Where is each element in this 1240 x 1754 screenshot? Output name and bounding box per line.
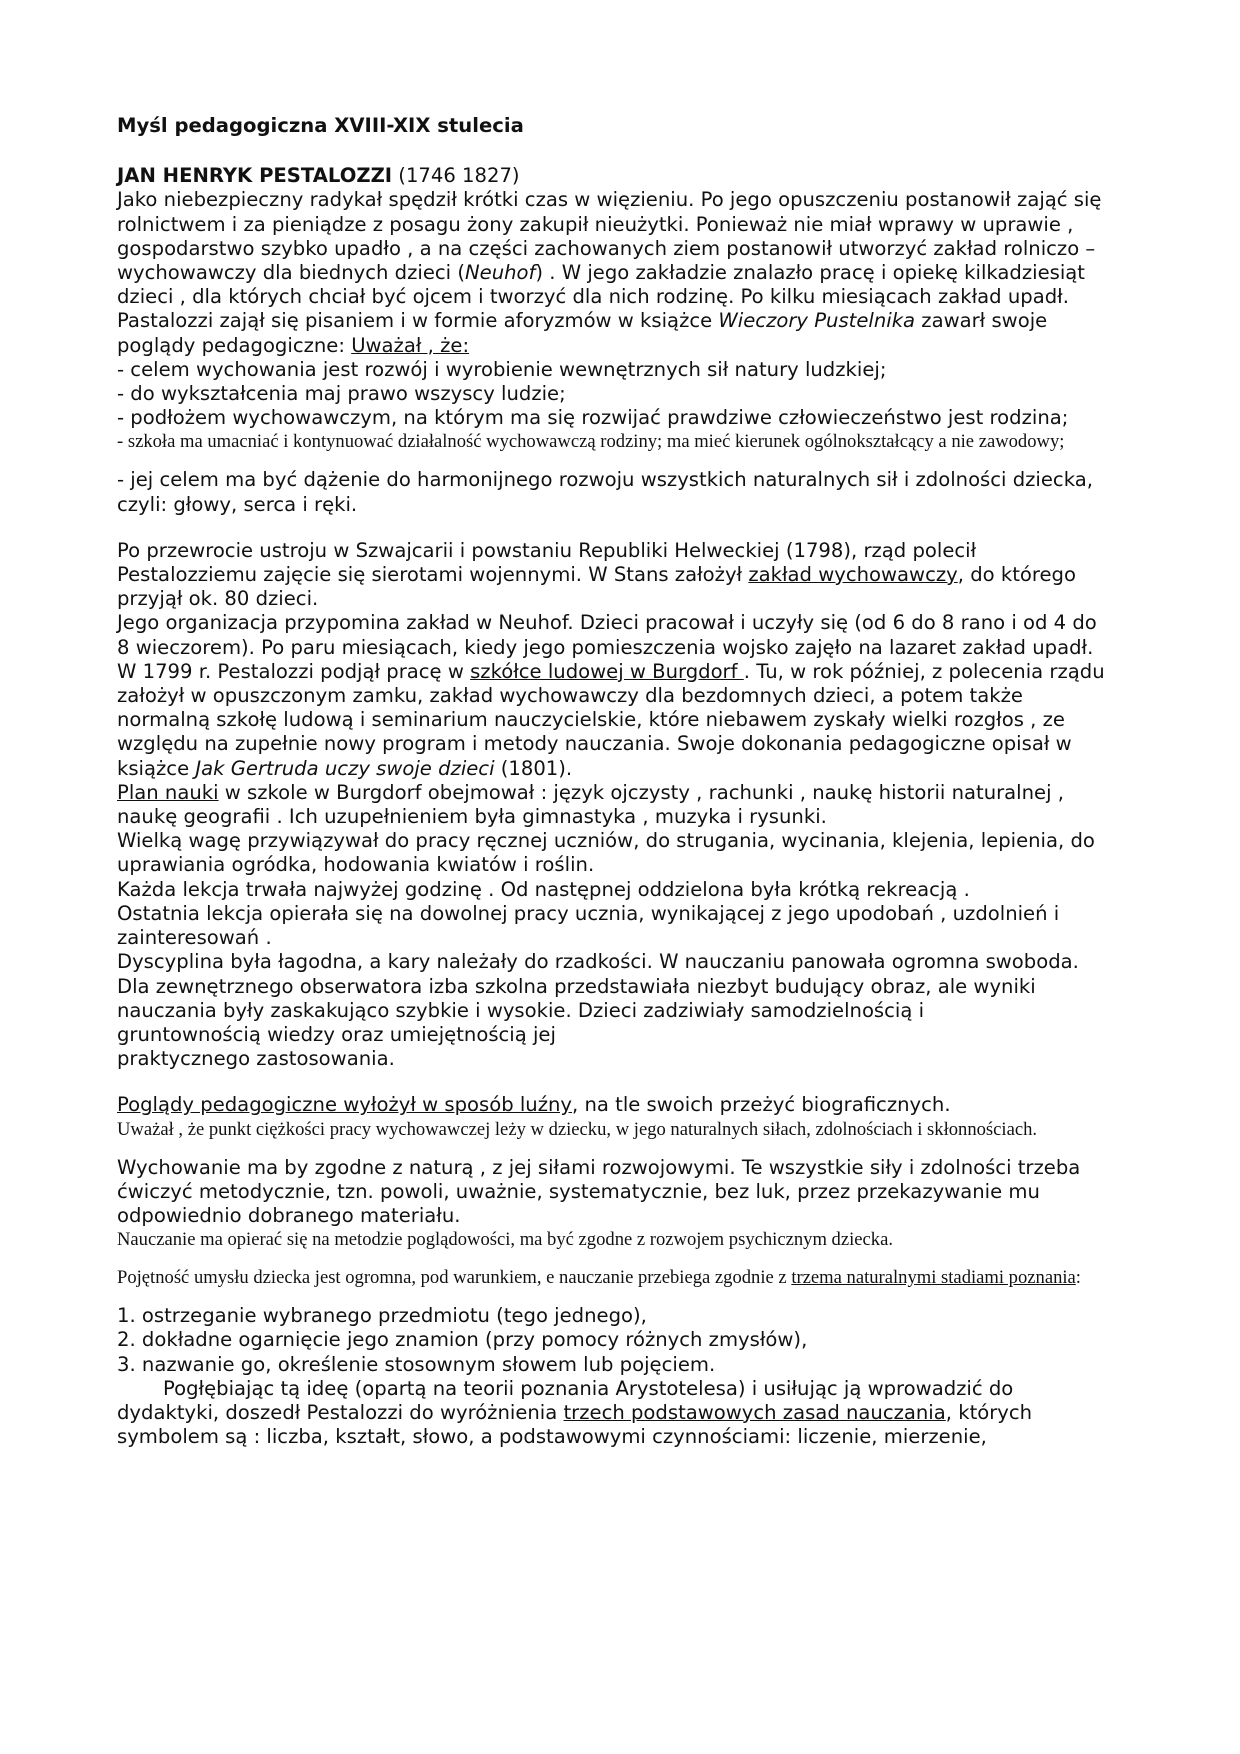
- body-paragraph: Dla zewnętrznego obserwatora izba szkolna przedstawiała niezbyt budujący obraz, ale wyniki nauczania były zaskakująco szybkie i wysokie. Dzieci zadziwiały samodzielnością i: [117, 974, 1036, 1022]
- writing-paragraph: [117, 309, 1112, 357]
- spacer: [117, 517, 1112, 539]
- heading-name: JAN HENRYK PESTALOZZI: [117, 164, 393, 188]
- zasady-link[interactable]: trzech podstawowych zasad nauczania: [563, 1400, 946, 1424]
- book-title-wieczory: Wieczory Pustelnika: [718, 309, 916, 333]
- zaklad-link[interactable]: zakład wychowawczy: [748, 563, 958, 587]
- stage-item: 2. dokładne ogarnięcie jego znamion (przy pomocy różnych zmysłów),: [117, 1328, 808, 1352]
- final-paragraph: [117, 1377, 1112, 1450]
- stage-item: 3. nazwanie go, określenie stosownym słowem lub pojęciem.: [117, 1352, 716, 1376]
- views2-paragraph: [117, 1093, 1112, 1117]
- section-heading: [117, 164, 1112, 188]
- serif-paragraph-2: Nauczanie ma opierać się na metodzie poglądowości, ma być zgodne z rozwojem psychicznym dziecka.: [117, 1229, 893, 1251]
- spacer: [117, 1290, 1112, 1304]
- serif-paragraph-1: Uważał , że punkt ciężkości pracy wychowawczej leży w dziecku, w jego naturalnych siłach, zdolnościach i skłonnościach.: [117, 1118, 1038, 1140]
- stans-paragraph: [117, 539, 1112, 612]
- stans-text-b: , do którego przyjął ok. 80 dzieci.: [117, 563, 1076, 611]
- neuhof-name: Neuhof: [464, 261, 536, 285]
- writing-text-a: Pastalozzi zajął się pisaniem i w formie aforyzmów w książce: [117, 309, 719, 333]
- serif3-text-a: Pojętność umysłu dziecka jest ogromna, pod warunkiem, e nauczanie przebiega zgodnie z: [117, 1267, 792, 1289]
- spacer: [117, 1252, 1112, 1266]
- final-text-a: Pogłębiając tą ideę (opartą na teorii poznania Arystotelesa) i usiłując ją wprowadzić do dydaktyki, doszedł Pestalozzi do wyróżnienia: [117, 1376, 1014, 1424]
- body-paragraph: Wielką wagę przywiązywał do pracy ręcznej uczniów, do strugania, wycinania, klejenia, lepienia, do uprawiania ogródka, hodowania kwiatów i roślin.: [117, 829, 1095, 877]
- burgdorf-link[interactable]: szkółce ludowej w Burgdorf: [470, 659, 744, 683]
- document-title: Myśl pedagogiczna XVIII-XIX stulecia: [117, 114, 524, 137]
- burgdorf-text-c: (1801).: [494, 756, 573, 780]
- intro-paragraph: [117, 188, 1112, 309]
- plan-link[interactable]: Plan nauki: [117, 780, 219, 804]
- body-paragraph: Ostatnia lekcja opierała się na dowolnej pracy ucznia, wynikającej z jego upodobań , uzdolnień i zainteresowań .: [117, 901, 1060, 950]
- body-paragraph: Dyscyplina była łagodna, a kary należały do rzadkości. W nauczaniu panowała ogromna swoboda.: [117, 950, 1079, 974]
- plan-text: w szkole w Burgdorf obejmował : język ojczysty , rachunki , naukę historii naturalnej , naukę geografii . Ich uzupełnieniem była gimnastyka , muzyka i rysunki.: [117, 780, 1064, 829]
- view-item: - jej celem ma być dążenie do harmonijnego rozwoju wszystkich naturalnych sił i zdolności dziecka, czyli: głowy, serca i ręki.: [117, 468, 1093, 516]
- organization-paragraph: Jego organizacja przypomina zakład w Neuhof. Dzieci pracował i uczyły się (od 6 do 8 rano i od 4 do 8 wieczorem). Po paru miesiącach, kiedy jego pomieszczenia wojsko zajęło na lazaret zakład upadł.: [117, 611, 1097, 659]
- spacer: [117, 454, 1112, 468]
- body-paragraph: praktycznego zastosowania.: [117, 1047, 395, 1071]
- view-item-serif: - szkoła ma umacniać i kontynuować działalność wychowawczą rodziny; ma mieć kierunek ogólnokształcący a nie zawodowy;: [117, 431, 1065, 453]
- intro-text-b: ) . W jego zakładzie znalazło pracę i opiekę kilkadziesiąt dzieci , dla których chciał być ojcem i tworzyć dla nich rodzinę. Po kilku miesiącach zakład upadł.: [117, 261, 1085, 309]
- serif3-text-b: :: [1075, 1267, 1081, 1289]
- heading-dates: (1746 1827): [392, 164, 520, 188]
- view-item: - do wykształcenia maj prawo wszyscy ludzie;: [117, 382, 566, 406]
- serif-paragraph-3: [117, 1266, 1112, 1290]
- burgdorf-text-b: . Tu, w rok później, z polecenia rządu założył w opuszczonym zamku, zakład wychowawczy dla bezdomnych dzieci, a potem także normalną szkołę ludową i seminarium nauczycielskie, które niebawem zyskały wielki rozgłos , ze względu na zupełnie nowy program i metody nauczania. Swoje dokonania pedagogiczne opisał w książce: [117, 659, 1105, 780]
- body-paragraph: Każda lekcja trwała najwyżej godzinę . Od następnej oddzielona była krótką rekreacją .: [117, 877, 970, 901]
- stadia-link[interactable]: trzema naturalnymi stadiami poznania: [791, 1267, 1076, 1289]
- stans-text-a: Po przewrocie ustroju w Szwajcarii i powstaniu Republiki Helweckiej (1798), rząd polecił Pestalozziemu zajęcie się sierotami wojennymi. W Stans założył: [117, 538, 977, 587]
- body-paragraph: gruntownością wiedzy oraz umiejętnością jej: [117, 1022, 556, 1046]
- burgdorf-text-a: W 1799 r. Pestalozzi podjął pracę w: [117, 659, 471, 683]
- writing-text-b: zawarł swoje poglądy pedagogiczne:: [117, 309, 1048, 357]
- burgdorf-paragraph: [117, 660, 1112, 781]
- views2-text: , na tle swoich przeżyć biograficznych.: [572, 1093, 951, 1117]
- spacer: [117, 1142, 1112, 1156]
- view-item: - celem wychowania jest rozwój i wyrobienie wewnętrznych sił natury ludzkiej;: [117, 357, 887, 381]
- uwazal-link[interactable]: Uważał , że:: [351, 333, 470, 357]
- poglady-link[interactable]: Poglądy pedagogiczne wyłożył w sposób luźny: [117, 1093, 573, 1117]
- stage-item: 1. ostrzeganie wybranego przedmiotu (tego jednego),: [117, 1304, 647, 1328]
- nature-paragraph: Wychowanie ma by zgodne z naturą , z jej siłami rozwojowymi. Te wszystkie siły i zdolności trzeba ćwiczyć metodycznie, tzn. powoli, uważnie, systematycznie, bez luk, przez przekazywanie mu odpowiednio dobranego materiału.: [117, 1155, 1081, 1227]
- book-title-gertruda: Jak Gertruda uczy swoje dzieci: [195, 756, 495, 780]
- intro-text-a: Jako niebezpieczny radykał spędził krótki czas w więzieniu. Po jego opuszczeniu postanowił zająć się rolnictwem i za pieniądze z posagu żony zakupił nieużytki. Ponieważ nie miał wprawy w uprawie , gospodarstwo szybko upadło , a na części zachowanych ziem postanowił utworzyć zakład rolniczo – wychowawczy dla biednych dzieci (: [117, 188, 1102, 285]
- view-item: - podłożem wychowawczym, na którym ma się rozwijać prawdziwe człowieczeństwo jest rodzina;: [117, 406, 1069, 430]
- plan-paragraph: [117, 781, 1112, 829]
- spacer: [117, 1071, 1112, 1093]
- final-text-b: , których symbolem są : liczba, kształt, słowo, a podstawowymi czynnościami: liczenie, mierzenie,: [117, 1400, 1033, 1449]
